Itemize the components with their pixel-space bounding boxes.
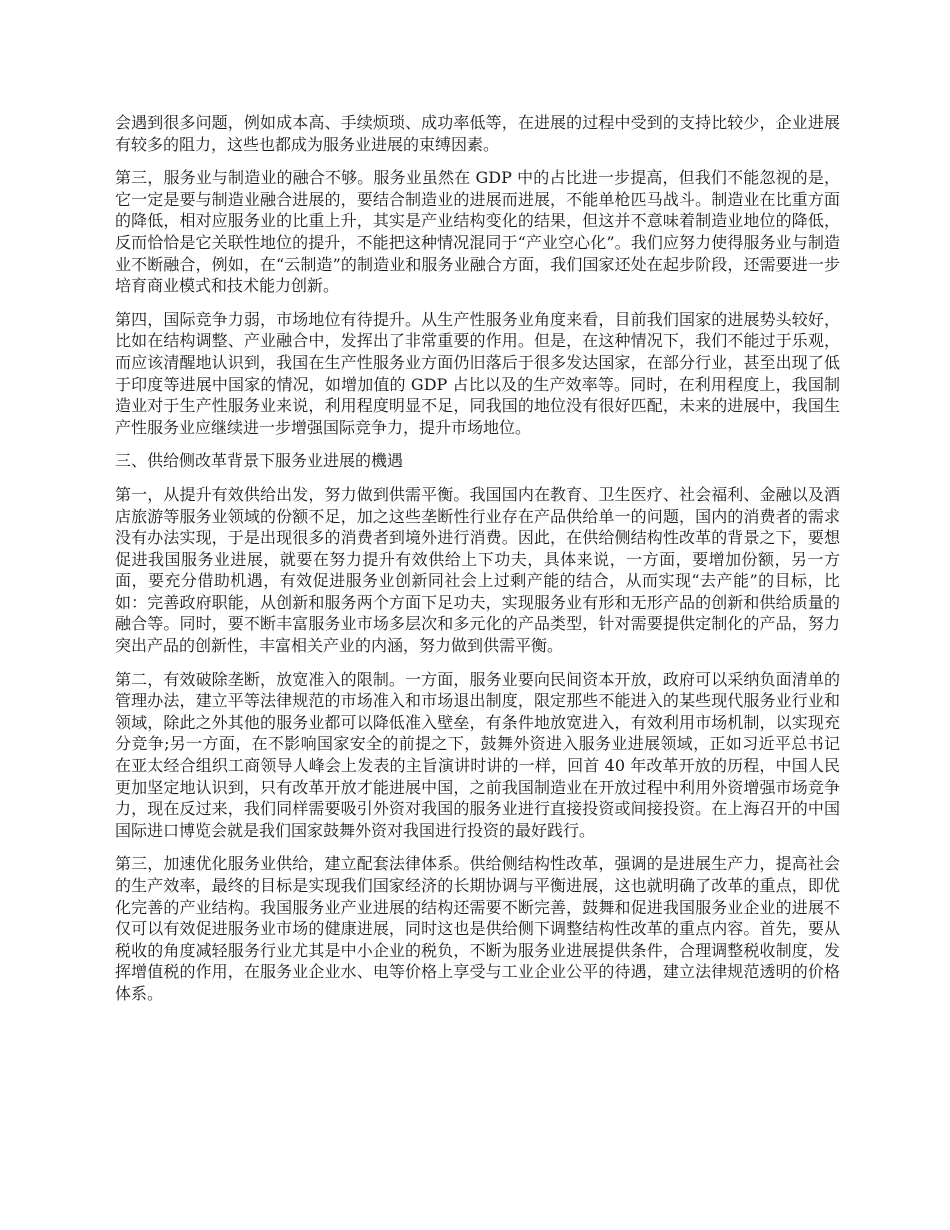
paragraph-third-legal-system: 第三，加速优化服务业供给，建立配套法律体系。供给侧结构性改革，强调的是进展生产力，提高社会的生产效率，最终的目标是实现我们国家经济的长期协调与平衡进展，这也就明确了改革的重点，即优化完善的产业结构。我国服务业产业进展的结构还需要不断完善，鼓舞和促进我国服务业企业的进展不仅可以有效促进服务业市场的健康进展，同时这也是供给侧下调整结构性改革的重点内容。首先，要从税收的角度减轻服务行业尤其是中小企业的税负，不断为服务业进展提供条件，合理调整税收制度，发挥增值税的作用，在服务业企业水、电等价格上享受与工业企业公平的待遇，建立法律规范透明的价格体系。 <box>115 854 840 1003</box>
paragraph-fourth-competitiveness: 第四，国际竞争力弱，市场地位有待提升。从生产性服务业角度来看，目前我们国家的进展势头较好，比如在结构调整、产业融合中，发挥出了非常重要的作用。但是，在这种情况下，我们不能过于乐观，而应该清醒地认识到，我国在生产性服务业方面仍旧落后于很多发达国家，在部分行业，甚至出现了低于印度等进展中国家的情况，如增加值的 GDP 占比以及的生产效率等。同时，在利用程度上，我国制造业对于生产性服务业来说，利用程度明显不足，同我国的地位没有很好匹配，未来的进展中，我国生产性服务业应继续进一步增强国际竞争力，提升市场地位。 <box>115 309 840 437</box>
paragraph-second-monopoly: 第二，有效破除垄断，放宽准入的限制。一方面，服务业要向民间资本开放，政府可以采纳负面清单的管理办法，建立平等法律规范的市场准入和市场退出制度，限定那些不能进入的某些现代服务业行业和领域，除此之外其他的服务业都可以降低准入壁垒，有条件地放宽进入，有效利用市场机制，以实现充分竞争;另一方面，在不影响国家安全的前提之下，鼓舞外资进入服务业进展领域，正如习近平总书记在亚太经合组织工商领导人峰会上发表的主旨演讲时讲的一样，回首 40 年改革开放的历程，中国人民更加坚定地认识到，只有改革开放才能进展中国，之前我国制造业在开放过程中利用外资增强市场竞争力，现在反过来，我们同样需要吸引外资对我国的服务业进行直接投资或间接投资。在上海召开的中国国际进口博览会就是我们国家鼓舞外资对我国进行投资的最好践行。 <box>115 669 840 840</box>
paragraph-third-integration: 第三，服务业与制造业的融合不够。服务业虽然在 GDP 中的占比进一步提高，但我们不能忽视的是，它一定是要与制造业融合进展的，要结合制造业的进展而进展，不能单枪匹马战斗。制造业在比重方面的降低，相对应服务业的比重上升，其实是产业结构变化的结果，但这并不意味着制造业地位的降低，反而恰恰是它关联性地位的提升，不能把这种情况混同于“产业空心化”。我们应努力使得服务业与制造业不断融合，例如，在“云制造”的制造业和服务业融合方面，我们国家还处在起步阶段，还需要进一步培育商业模式和技术能力创新。 <box>115 168 840 296</box>
paragraph-continued-problems: 会遇到很多问题，例如成本高、手续烦琐、成功率低等，在进展的过程中受到的支持比较少，企业进展有较多的阻力，这些也都成为服务业进展的束缚因素。 <box>115 113 840 154</box>
document-page <box>115 112 840 1017</box>
paragraph-first-supply: 第一，从提升有效供给出发，努力做到供需平衡。我国国内在教育、卫生医疗、社会福利、金融以及酒店旅游等服务业领域的份额不足，加之这些垄断性行业存在产品供给单一的问题，国内的消费者的需求没有办法实现，于是出现很多的消费者到境外进行消费。因此，在供给侧结构性改革的背景之下，要想促进我国服务业进展，就要在努力提升有效供给上下功夫，具体来说，一方面，要增加份额，另一方面，要充分借助机遇，有效促进服务业创新同社会上过剩产能的结合，从而实现“去产能”的目标，比如：完善政府职能，从创新和服务两个方面下足功夫，实现服务业有形和无形产品的创新和供给质量的融合等。同时，要不断丰富服务业市场多层次和多元化的产品类型，针对需要提供定制化的产品，努力突出产品的创新性，丰富相关产业的内涵，努力做到供需平衡。 <box>115 484 840 656</box>
section-heading-opportunities: 三、供给侧改革背景下服务业进展的機遇 <box>115 451 404 471</box>
